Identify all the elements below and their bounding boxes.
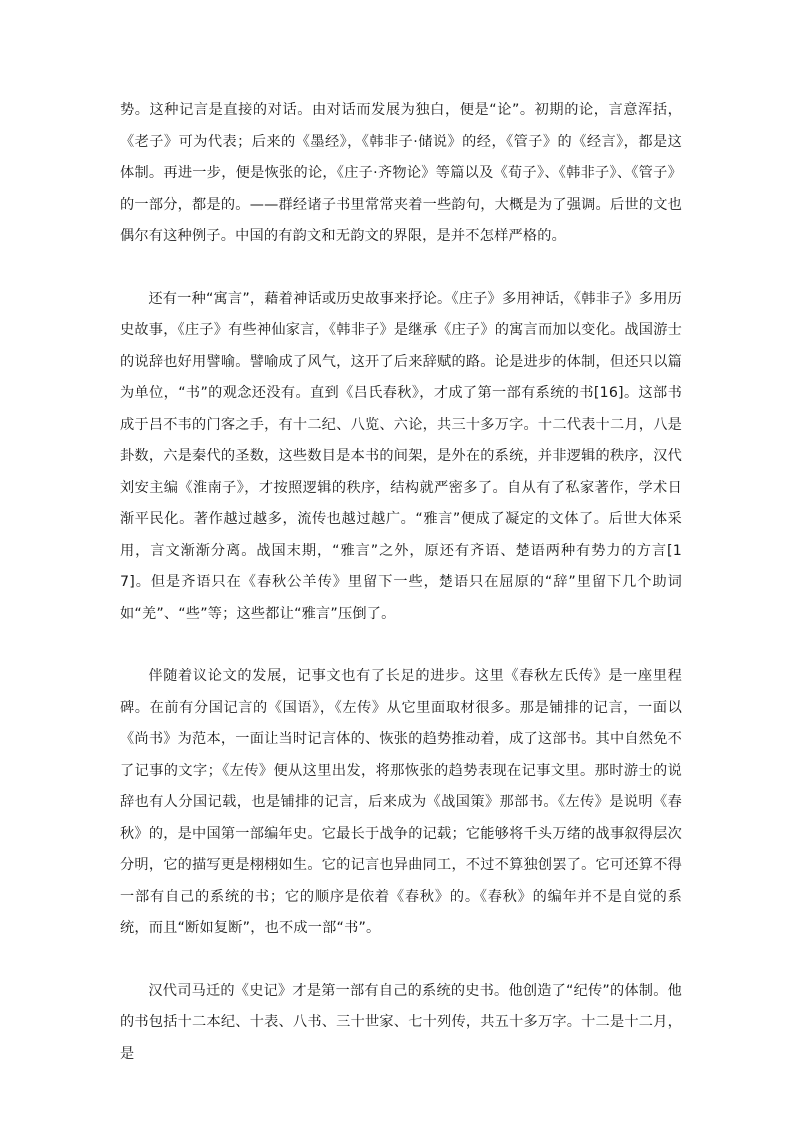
paragraph-gap [120, 945, 682, 976]
paragraph-gap [120, 630, 682, 661]
paragraph-4: 汉代司马迁的《史记》才是第一部有自己的系统的史书。他创造了“纪传”的体制。他的书包括十二本纪、十表、八书、三十世家、七十列传，共五十多万字。十二是十二月，是 [120, 982, 682, 1062]
paragraph-gap [120, 253, 682, 284]
paragraph-3: 伴随着议论文的发展，记事文也有了长足的进步。这里《春秋左氏传》是一座里程碑。在前有分国记言的《国语》，《左传》从它里面取材很多。那是铺排的记言，一面以《尚书》为范本，一面让当时记言体的、恢张的趋势推动着，成了这部书。其中自然免不了记事的文字；《左传》便从这里出发，将那恢张的趋势表现在记事文里。那时游士的说辞也有人分国记载，也是铺排的记言，后来成为《战国策》那部书。《左传》是说明《春秋》的，是中国第一部编年史。它最长于战争的记载；它能够将千头万绪的战事叙得层次分明，它的描写更是栩栩如生。它的记言也异曲同工，不过不算独创罢了。它可还算不得一部有自己的系统的书；它的顺序是依着《春秋》的。《春秋》的编年并不是自觉的系统，而且“断如复断”，也不成一部“书”。 [120, 668, 682, 936]
paragraph-2: 还有一种“寓言”，藉着神话或历史故事来抒论。《庄子》多用神话，《韩非子》多用历史故事，《庄子》有些神仙家言，《韩非子》是继承《庄子》的寓言而加以变化。战国游士的说辞也好用譬喻。譬喻成了风气，这开了后来辞赋的路。论是进步的体制，但还只以篇为单位，“书”的观念还没有。直到《吕氏春秋》，才成了第一部有系统的书[16]。这部书成于吕不韦的门客之手，有十二纪、八览、六论，共三十多万字。十二代表十二月，八是卦数，六是秦代的圣数，这些数目是本书的间架，是外在的系统，并非逻辑的秩序，汉代刘安主编《淮南子》，才按照逻辑的秩序，结构就严密多了。自从有了私家著作，学术日渐平民化。著作越过越多，流传也越过越广。“雅言”便成了凝定的文体了。后世大体采用，言文渐渐分离。战国末期，“雅言”之外，原还有齐语、楚语两种有势力的方言[17]。但是齐语只在《春秋公羊传》里留下一些，楚语只在屈原的“辞”里留下几个助词如“羌”、“些”等；这些都让“雅言”压倒了。 [120, 290, 682, 622]
paragraph-1: 势。这种记言是直接的对话。由对话而发展为独白，便是“论”。初期的论，言意浑括，《老子》可为代表；后来的《墨经》，《韩非子·储说》的经，《管子》的《经言》，都是这体制。再进一步，便是恢张的论，《庄子·齐物论》等篇以及《荀子》、《韩非子》、《管子》的一部分，都是的。——群经诸子书里常常夹着一些韵句，大概是为了强调。后世的文也偶尔有这种例子。中国的有韵文和无韵文的界限，是并不怎样严格的。 [120, 102, 682, 244]
